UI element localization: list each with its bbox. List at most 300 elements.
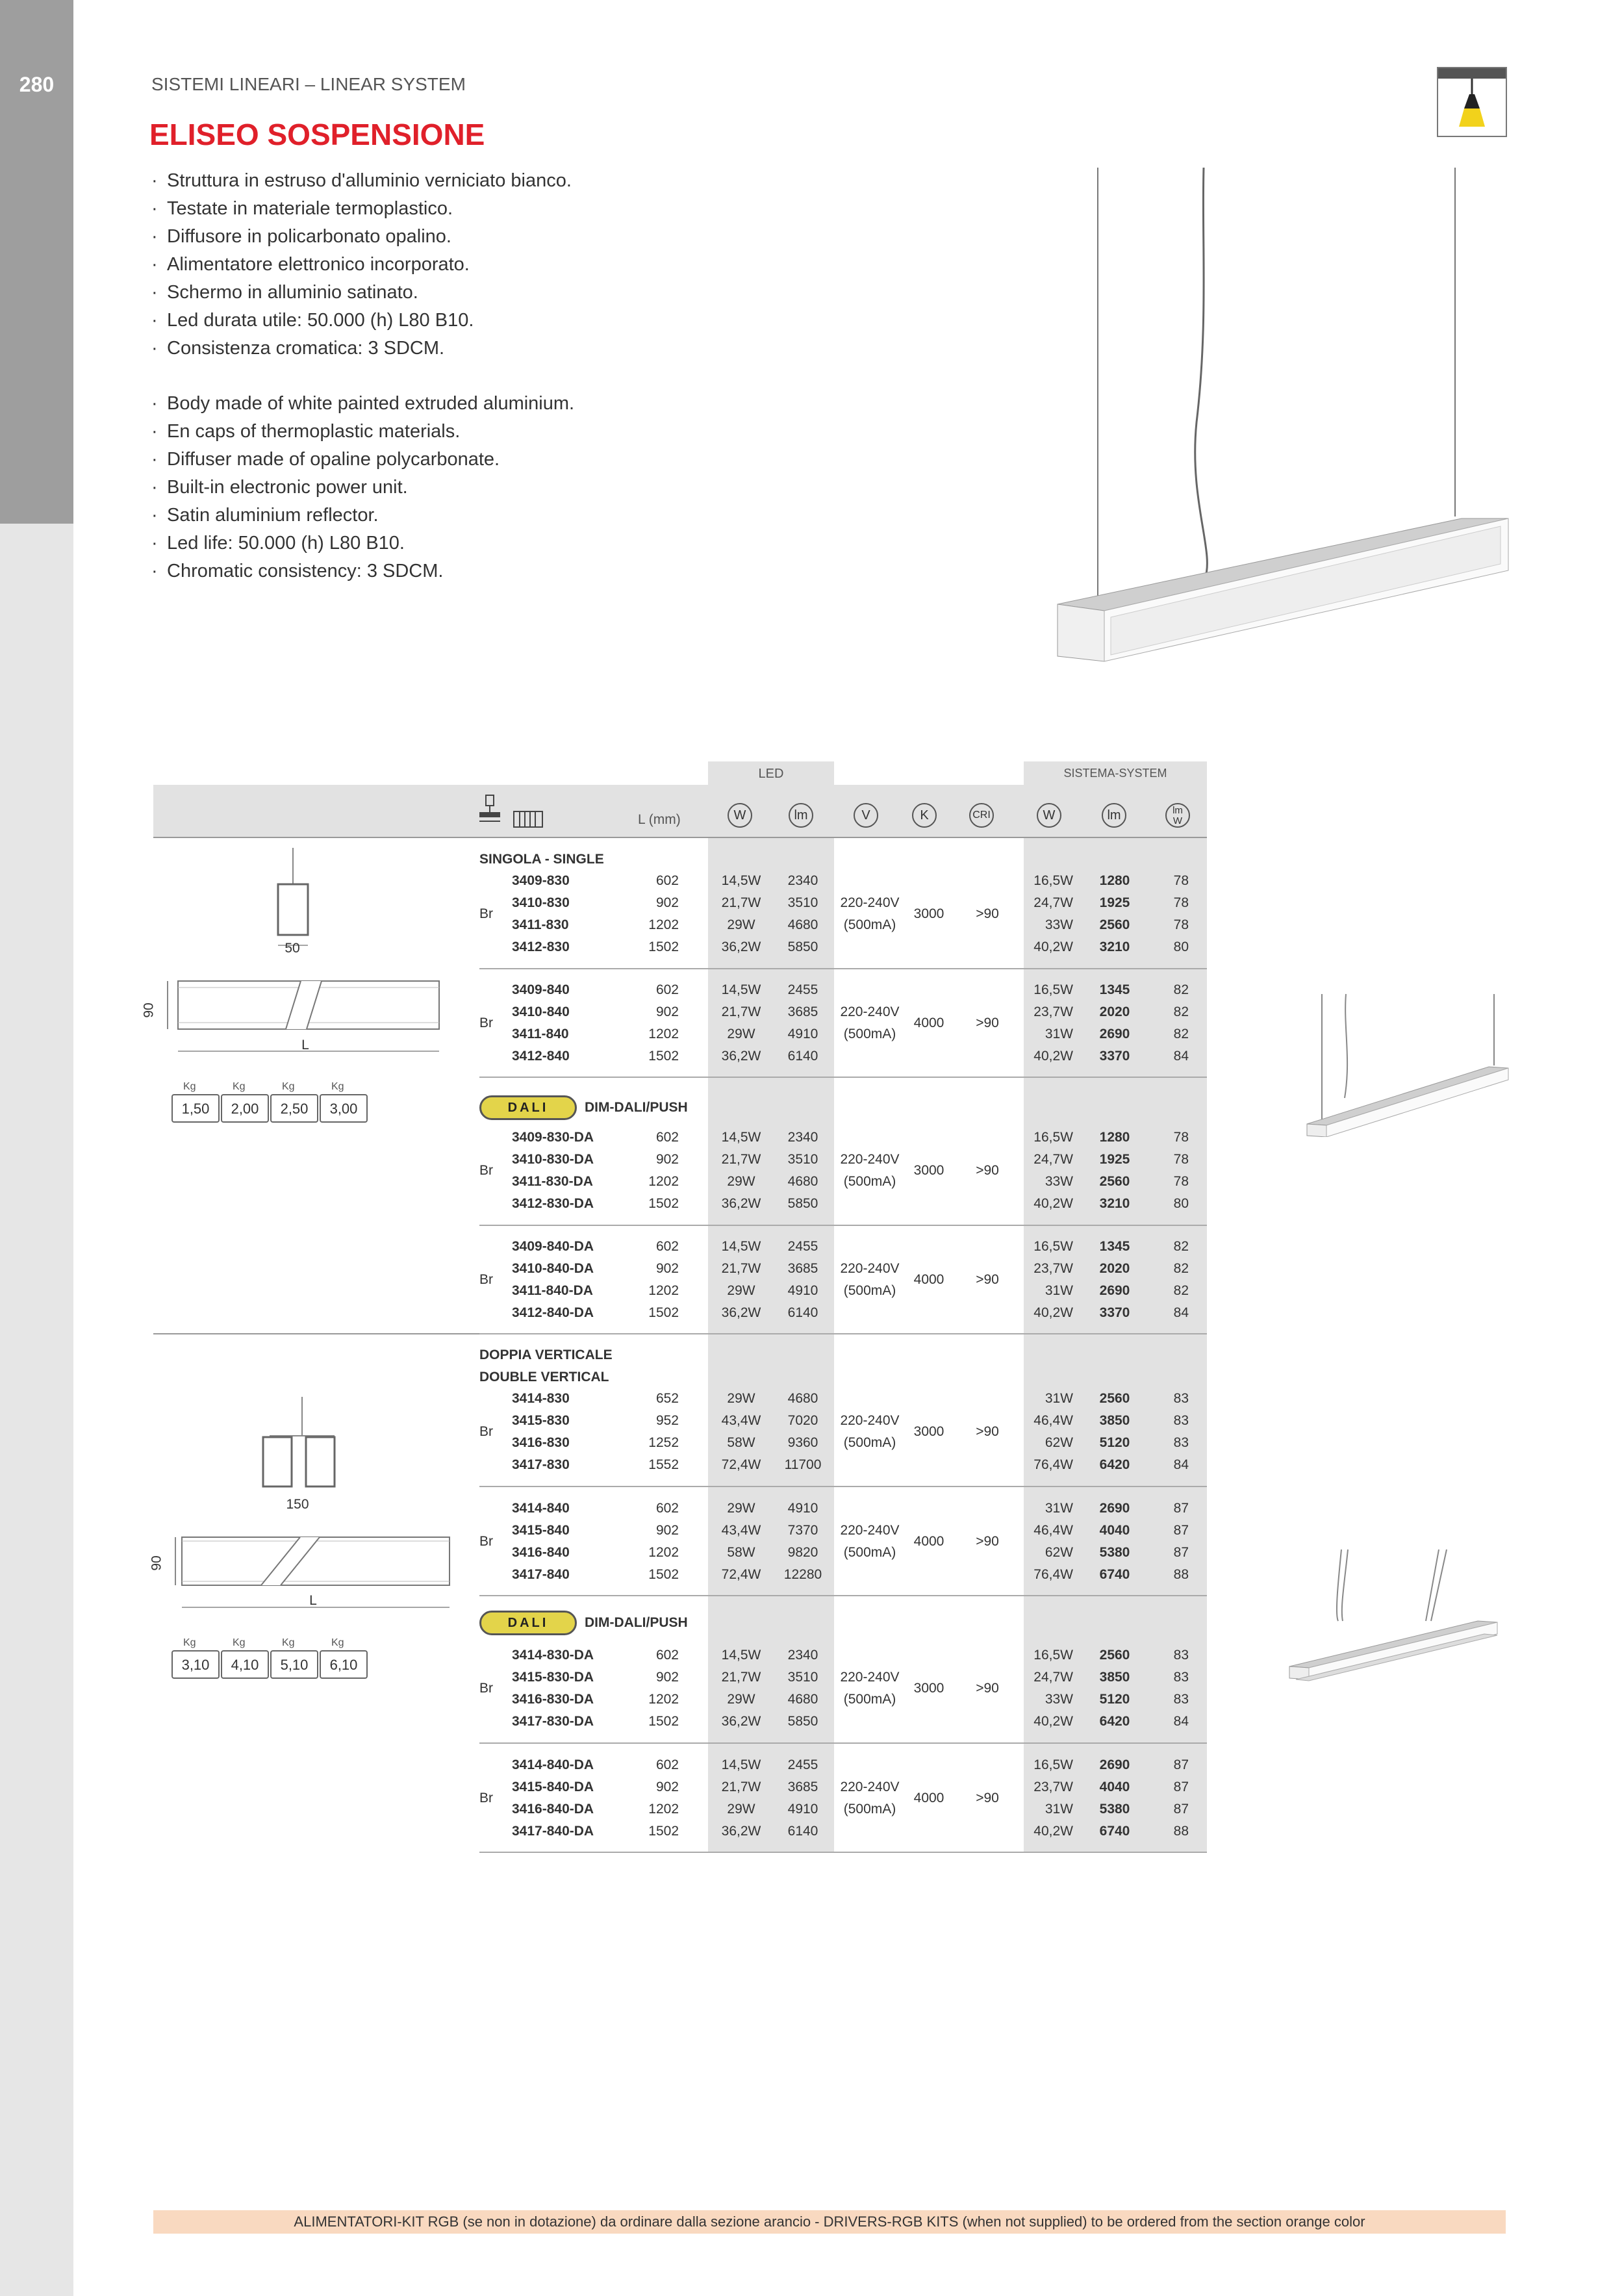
length-value: 902 — [655, 1779, 679, 1794]
efficacy-value: 80 — [1173, 939, 1189, 954]
system-watt: 33W — [1045, 1174, 1073, 1189]
led-lumen: 12280 — [783, 1567, 822, 1582]
system-lumen: 6420 — [1099, 1714, 1130, 1729]
led-watt: 14,5W — [721, 1239, 761, 1254]
product-code: 3410-840 — [512, 1004, 570, 1019]
efficacy-value: 83 — [1173, 1692, 1189, 1707]
efficacy-value: 87 — [1173, 1757, 1189, 1772]
led-watt: 29W — [727, 1692, 755, 1707]
length-value: 652 — [655, 1391, 679, 1406]
finish-code: Br — [479, 1015, 493, 1030]
voltage: 220-240V — [840, 1004, 900, 1019]
kg-label: Kg — [331, 1081, 344, 1092]
watt-icon: W — [728, 803, 752, 828]
efficacy-value: 84 — [1173, 1714, 1189, 1729]
length-value: 602 — [655, 1239, 679, 1254]
led-lumen: 3510 — [787, 1670, 818, 1685]
length-value: 602 — [655, 1648, 679, 1663]
feature-text: Diffusore in policarbonato opalino. — [167, 226, 451, 247]
product-code: 3411-830 — [512, 917, 569, 932]
length-value: 1502 — [648, 1049, 679, 1064]
product-image-single — [1299, 988, 1514, 1137]
system-lumen: 1345 — [1099, 982, 1130, 997]
led-lumen: 6140 — [787, 1049, 818, 1064]
row-separator — [479, 1742, 1207, 1744]
led-lumen: 6140 — [787, 1824, 818, 1839]
feature-text: Schermo in alluminio satinato. — [167, 282, 418, 303]
product-code: 3410-830-DA — [512, 1152, 594, 1167]
system-lumen: 2560 — [1099, 917, 1130, 932]
led-lumen: 9820 — [787, 1545, 818, 1560]
led-header: LED — [758, 767, 784, 781]
product-code: 3414-830-DA — [512, 1648, 594, 1663]
system-watt: 62W — [1045, 1435, 1073, 1450]
led-watt: 36,2W — [721, 1305, 761, 1320]
led-lumen: 7370 — [787, 1523, 818, 1538]
finish-code: Br — [479, 1163, 493, 1178]
efficacy-value: 83 — [1173, 1413, 1189, 1428]
length-value: 1552 — [648, 1457, 679, 1472]
length-value: 1502 — [648, 1567, 679, 1582]
led-watt: 58W — [727, 1435, 755, 1450]
led-watt: 14,5W — [721, 1648, 761, 1663]
row-separator — [479, 968, 1207, 969]
cri-value: >90 — [976, 1272, 999, 1287]
system-watt: 62W — [1045, 1545, 1073, 1560]
led-lumen: 2455 — [787, 982, 818, 997]
led-lumen: 3685 — [787, 1261, 818, 1276]
efficacy-value: 87 — [1173, 1523, 1189, 1538]
length-value: 1202 — [648, 1027, 679, 1041]
length-value: 1202 — [648, 1174, 679, 1189]
led-watt: 36,2W — [721, 1196, 761, 1211]
led-watt: 36,2W — [721, 1049, 761, 1064]
weight-value: 2,50 — [270, 1094, 318, 1123]
efficacy-value: 87 — [1173, 1501, 1189, 1516]
led-watt: 29W — [727, 1283, 755, 1298]
led-watt: 14,5W — [721, 982, 761, 997]
dali-logo: DALI — [479, 1095, 577, 1120]
system-watt: 31W — [1045, 1391, 1073, 1406]
finish-code: Br — [479, 1791, 493, 1805]
feature-text: Diffuser made of opaline polycarbonate. — [167, 449, 500, 470]
kg-label: Kg — [282, 1637, 295, 1648]
double-profile-diagram — [257, 1397, 348, 1494]
voltage: 220-240V — [840, 1670, 900, 1685]
efficacy-value: 83 — [1173, 1391, 1189, 1406]
system-watt: 76,4W — [1033, 1567, 1073, 1582]
led-lumen: 4910 — [787, 1802, 818, 1817]
system-watt: 40,2W — [1033, 1049, 1073, 1064]
system-watt: 40,2W — [1033, 1305, 1073, 1320]
length-value: 1502 — [648, 1824, 679, 1839]
feature-text: Built-in electronic power unit. — [167, 477, 408, 498]
lumen-icon: lm — [789, 803, 813, 828]
product-code: 3417-840-DA — [512, 1824, 594, 1839]
efficacy-value: 78 — [1173, 1130, 1189, 1145]
finish-icon — [513, 811, 543, 828]
product-code: 3412-840-DA — [512, 1305, 594, 1320]
system-watt: 23,7W — [1033, 1004, 1073, 1019]
efficacy-value: 78 — [1173, 1174, 1189, 1189]
feature-text: Satin aluminium reflector. — [167, 505, 379, 526]
product-code: 3415-840 — [512, 1523, 570, 1538]
efficacy-value: 84 — [1173, 1305, 1189, 1320]
feature-en-item: · Chromatic consistency: 3 SDCM. — [151, 561, 444, 581]
efficacy-value: 78 — [1173, 1152, 1189, 1167]
left-divider-mid — [153, 1333, 479, 1334]
efficacy-value: 82 — [1173, 1283, 1189, 1298]
system-lumen: 3850 — [1099, 1670, 1130, 1685]
color-temp: 4000 — [913, 1534, 944, 1549]
led-watt: 21,7W — [721, 1670, 761, 1685]
system-lumen: 2690 — [1099, 1757, 1130, 1772]
length-value: 1502 — [648, 939, 679, 954]
double-height-dim: 90 — [149, 1555, 164, 1571]
efficacy-value: 82 — [1173, 1027, 1189, 1041]
led-lumen: 11700 — [784, 1457, 822, 1472]
dali-logo-double: DALI — [479, 1611, 577, 1635]
led-watt: 43,4W — [721, 1413, 761, 1428]
efficacy-value: 84 — [1173, 1049, 1189, 1064]
led-lumen: 5850 — [787, 939, 818, 954]
product-code: 3409-840-DA — [512, 1239, 594, 1254]
system-lumen: 2560 — [1099, 1648, 1130, 1663]
color-temp: 4000 — [913, 1272, 944, 1287]
led-watt: 21,7W — [721, 1261, 761, 1276]
length-value: 902 — [655, 1261, 679, 1276]
system-lumen: 3370 — [1099, 1049, 1130, 1064]
finish-code: Br — [479, 1534, 493, 1549]
efficacy-value: 83 — [1173, 1648, 1189, 1663]
efficacy-value: 83 — [1173, 1435, 1189, 1450]
length-header: L (mm) — [638, 812, 681, 827]
footer-note: ALIMENTATORI-KIT RGB (se non in dotazione) da ordinare dalla sezione arancio - DRIVERS-RGB KITS (when not supplied) to be ordered from the section orange color — [153, 2210, 1506, 2234]
efficacy-top: lm — [1172, 805, 1183, 816]
led-lumen: 6140 — [787, 1305, 818, 1320]
product-code: 3414-840-DA — [512, 1757, 594, 1772]
single-width-dim: 50 — [285, 941, 300, 956]
pendant-lamp-icon — [1437, 67, 1507, 137]
voltage: 220-240V — [840, 1413, 900, 1428]
efficacy-value: 82 — [1173, 1004, 1189, 1019]
system-watt: 16,5W — [1033, 1757, 1073, 1772]
system-watt: 76,4W — [1033, 1457, 1073, 1472]
section-title: SISTEMI LINEARI – LINEAR SYSTEM — [151, 74, 466, 94]
system-lumen: 6740 — [1099, 1824, 1130, 1839]
row-separator — [479, 1486, 1207, 1487]
row-separator — [479, 1852, 1207, 1853]
row-separator — [479, 1225, 1207, 1226]
double-length-dim: L — [309, 1593, 317, 1608]
length-value: 1502 — [648, 1305, 679, 1320]
led-lumen: 3685 — [787, 1779, 818, 1794]
kg-label: Kg — [183, 1637, 196, 1648]
cri-value: >90 — [976, 1681, 999, 1696]
system-watt: 31W — [1045, 1802, 1073, 1817]
led-watt: 72,4W — [721, 1457, 761, 1472]
system-lumen: 2020 — [1099, 1261, 1130, 1276]
feature-it-item: · Schermo in alluminio satinato. — [151, 282, 418, 303]
led-lumen: 7020 — [787, 1413, 818, 1428]
row-separator — [479, 1333, 1207, 1334]
current: (500mA) — [843, 1802, 896, 1817]
current: (500mA) — [843, 1027, 896, 1041]
efficacy-value: 87 — [1173, 1779, 1189, 1794]
product-code: 3415-830-DA — [512, 1670, 594, 1685]
efficacy-value: 82 — [1173, 1261, 1189, 1276]
led-watt: 21,7W — [721, 1004, 761, 1019]
length-value: 1252 — [648, 1435, 679, 1450]
product-code: 3416-840 — [512, 1545, 570, 1560]
voltage: 220-240V — [840, 895, 900, 910]
cri-value: >90 — [976, 1163, 999, 1178]
led-watt: 29W — [727, 1174, 755, 1189]
system-lumen: 3210 — [1099, 939, 1130, 954]
page-number: 280 — [19, 73, 55, 96]
system-watt: 16,5W — [1033, 1239, 1073, 1254]
finish-code: Br — [479, 1424, 493, 1439]
color-temp: 3000 — [913, 1163, 944, 1178]
led-watt: 58W — [727, 1545, 755, 1560]
system-watt: 31W — [1045, 1027, 1073, 1041]
feature-it-item: · Testate in materiale termoplastico. — [151, 198, 453, 219]
efficacy-value: 78 — [1173, 895, 1189, 910]
system-watt: 46,4W — [1033, 1413, 1073, 1428]
system-lumen: 5120 — [1099, 1435, 1130, 1450]
double-width-dim: 150 — [286, 1497, 309, 1512]
led-lumen: 3510 — [787, 895, 818, 910]
cri-value: >90 — [976, 1791, 999, 1805]
system-lumen: 3210 — [1099, 1196, 1130, 1211]
system-watt: 31W — [1045, 1501, 1073, 1516]
current: (500mA) — [843, 1283, 896, 1298]
led-lumen: 2455 — [787, 1757, 818, 1772]
length-value: 1202 — [648, 1545, 679, 1560]
feature-it-item: · Struttura in estruso d'alluminio verniciato bianco. — [151, 170, 572, 191]
single-height-dim: 90 — [141, 1002, 157, 1018]
led-watt: 14,5W — [721, 1130, 761, 1145]
led-watt: 14,5W — [721, 1757, 761, 1772]
system-watt: 16,5W — [1033, 982, 1073, 997]
efficacy-value: 78 — [1173, 873, 1189, 888]
efficacy-value: 83 — [1173, 1670, 1189, 1685]
current: (500mA) — [843, 1174, 896, 1189]
system-lumen: 3850 — [1099, 1413, 1130, 1428]
system-lumen: 2560 — [1099, 1174, 1130, 1189]
system-watt: 33W — [1045, 917, 1073, 932]
color-temp: 3000 — [913, 906, 944, 921]
length-value: 602 — [655, 873, 679, 888]
led-watt: 14,5W — [721, 873, 761, 888]
system-lumen: 6740 — [1099, 1567, 1130, 1582]
led-lumen: 4680 — [787, 1174, 818, 1189]
color-temp: 3000 — [913, 1424, 944, 1439]
product-code: 3414-840 — [512, 1501, 570, 1516]
feature-it-item: · Alimentatore elettronico incorporato. — [151, 254, 470, 275]
product-image-main — [1046, 162, 1514, 676]
feature-text: Led life: 50.000 (h) L80 B10. — [167, 533, 405, 554]
dali-double-section-title: DIM-DALI/PUSH — [585, 1615, 688, 1630]
efficacy-value: 88 — [1173, 1567, 1189, 1582]
product-code: 3412-830-DA — [512, 1196, 594, 1211]
length-value: 602 — [655, 1757, 679, 1772]
fixture-type-icon — [477, 794, 503, 826]
weight-value: 1,50 — [171, 1094, 220, 1123]
length-value: 1202 — [648, 1283, 679, 1298]
cri-value: >90 — [976, 906, 999, 921]
led-lumen: 4680 — [787, 1692, 818, 1707]
efficacy-value: 82 — [1173, 982, 1189, 997]
voltage: 220-240V — [840, 1523, 900, 1538]
feature-en-item: · Satin aluminium reflector. — [151, 505, 379, 526]
cri-value: >90 — [976, 1534, 999, 1549]
product-code: 3415-840-DA — [512, 1779, 594, 1794]
system-lumen: 4040 — [1099, 1523, 1130, 1538]
product-code: 3416-830 — [512, 1435, 570, 1450]
feature-text: Led durata utile: 50.000 (h) L80 B10. — [167, 310, 474, 331]
finish-code: Br — [479, 1272, 493, 1287]
length-value: 902 — [655, 1152, 679, 1167]
kg-label: Kg — [233, 1637, 246, 1648]
feature-text: Body made of white painted extruded aluminium. — [167, 393, 575, 414]
led-lumen: 2455 — [787, 1239, 818, 1254]
led-watt: 72,4W — [721, 1567, 761, 1582]
led-watt: 36,2W — [721, 1714, 761, 1729]
system-lumen: 1280 — [1099, 873, 1130, 888]
product-code: 3409-840 — [512, 982, 570, 997]
led-watt: 29W — [727, 1802, 755, 1817]
length-value: 1202 — [648, 917, 679, 932]
led-watt: 29W — [727, 917, 755, 932]
length-value: 1502 — [648, 1196, 679, 1211]
product-code: 3410-840-DA — [512, 1261, 594, 1276]
led-watt: 36,2W — [721, 939, 761, 954]
system-watt: 24,7W — [1033, 1670, 1073, 1685]
led-lumen: 5850 — [787, 1196, 818, 1211]
cri-icon: CRI — [969, 803, 994, 828]
feature-text: Alimentatore elettronico incorporato. — [167, 254, 470, 275]
system-watt: 23,7W — [1033, 1779, 1073, 1794]
system-lumen-icon: lm — [1102, 803, 1126, 828]
product-code: 3411-840-DA — [512, 1283, 593, 1298]
system-watt: 40,2W — [1033, 939, 1073, 954]
current: (500mA) — [843, 1545, 896, 1560]
led-lumen: 2340 — [787, 1648, 818, 1663]
product-code: 3417-830 — [512, 1457, 570, 1472]
feature-text: Chromatic consistency: 3 SDCM. — [167, 561, 444, 581]
product-image-double — [1283, 1543, 1510, 1692]
length-value: 1202 — [648, 1802, 679, 1817]
voltage: 220-240V — [840, 1152, 900, 1167]
voltage: 220-240V — [840, 1261, 900, 1276]
led-lumen: 3510 — [787, 1152, 818, 1167]
length-value: 1502 — [648, 1714, 679, 1729]
system-watt: 16,5W — [1033, 1648, 1073, 1663]
efficacy-value: 82 — [1173, 1239, 1189, 1254]
efficacy-icon — [1165, 803, 1190, 828]
weight-value: 6,10 — [320, 1650, 368, 1679]
kg-label: Kg — [282, 1081, 295, 1092]
led-watt: 43,4W — [721, 1523, 761, 1538]
product-code: 3415-830 — [512, 1413, 570, 1428]
system-lumen: 5380 — [1099, 1545, 1130, 1560]
feature-text: Struttura in estruso d'alluminio verniciato bianco. — [167, 170, 572, 191]
led-lumen: 4680 — [787, 1391, 818, 1406]
double-section-title-en: DOUBLE VERTICAL — [479, 1370, 609, 1384]
row-separator — [479, 1077, 1207, 1078]
feature-en-item: · Body made of white painted extruded aluminium. — [151, 393, 575, 414]
led-lumen: 9360 — [787, 1435, 818, 1450]
single-length-dim: L — [301, 1038, 309, 1052]
feature-it-item: · Led durata utile: 50.000 (h) L80 B10. — [151, 310, 474, 331]
system-lumen: 5120 — [1099, 1692, 1130, 1707]
single-section-title: SINGOLA - SINGLE — [479, 852, 604, 867]
system-lumen: 5380 — [1099, 1802, 1130, 1817]
led-lumen: 4910 — [787, 1283, 818, 1298]
led-watt: 29W — [727, 1027, 755, 1041]
system-lumen: 1280 — [1099, 1130, 1130, 1145]
feature-it-item: · Consistenza cromatica: 3 SDCM. — [151, 338, 445, 359]
product-code: 3417-830-DA — [512, 1714, 594, 1729]
system-lumen: 4040 — [1099, 1779, 1130, 1794]
system-watt: 40,2W — [1033, 1196, 1073, 1211]
voltage: 220-240V — [840, 1779, 900, 1794]
system-lumen: 2690 — [1099, 1501, 1130, 1516]
product-code: 3410-830 — [512, 895, 570, 910]
system-lumen: 1345 — [1099, 1239, 1130, 1254]
kelvin-icon: K — [912, 803, 937, 828]
system-lumen: 6420 — [1099, 1457, 1130, 1472]
left-divider-top — [153, 837, 479, 838]
length-value: 602 — [655, 1501, 679, 1516]
product-code: 3411-830-DA — [512, 1174, 593, 1189]
length-value: 1202 — [648, 1692, 679, 1707]
led-lumen: 4680 — [787, 917, 818, 932]
length-value: 902 — [655, 1670, 679, 1685]
efficacy-bottom: W — [1172, 815, 1183, 826]
current: (500mA) — [843, 1692, 896, 1707]
led-lumen: 4910 — [787, 1501, 818, 1516]
system-lumen: 1925 — [1099, 1152, 1130, 1167]
product-title: ELISEO SOSPENSIONE — [149, 118, 485, 151]
system-watt: 33W — [1045, 1692, 1073, 1707]
efficacy-value: 87 — [1173, 1545, 1189, 1560]
feature-text: En caps of thermoplastic materials. — [167, 421, 461, 442]
current: (500mA) — [843, 917, 896, 932]
led-watt: 29W — [727, 1501, 755, 1516]
product-code: 3411-840 — [512, 1027, 569, 1041]
system-lumen: 1925 — [1099, 895, 1130, 910]
product-code: 3414-830 — [512, 1391, 570, 1406]
system-watt: 40,2W — [1033, 1824, 1073, 1839]
volt-icon: V — [854, 803, 878, 828]
weight-value: 2,00 — [221, 1094, 269, 1123]
kg-label: Kg — [331, 1637, 344, 1648]
table-header-band — [153, 785, 708, 837]
feature-text: Testate in materiale termoplastico. — [167, 198, 453, 219]
current: (500mA) — [843, 1435, 896, 1450]
led-lumen: 5850 — [787, 1714, 818, 1729]
length-value: 952 — [655, 1413, 679, 1428]
product-code: 3412-840 — [512, 1049, 570, 1064]
length-value: 902 — [655, 895, 679, 910]
cri-value: >90 — [976, 1424, 999, 1439]
efficacy-value: 80 — [1173, 1196, 1189, 1211]
kg-label: Kg — [233, 1081, 246, 1092]
length-value: 902 — [655, 1523, 679, 1538]
length-value: 602 — [655, 982, 679, 997]
